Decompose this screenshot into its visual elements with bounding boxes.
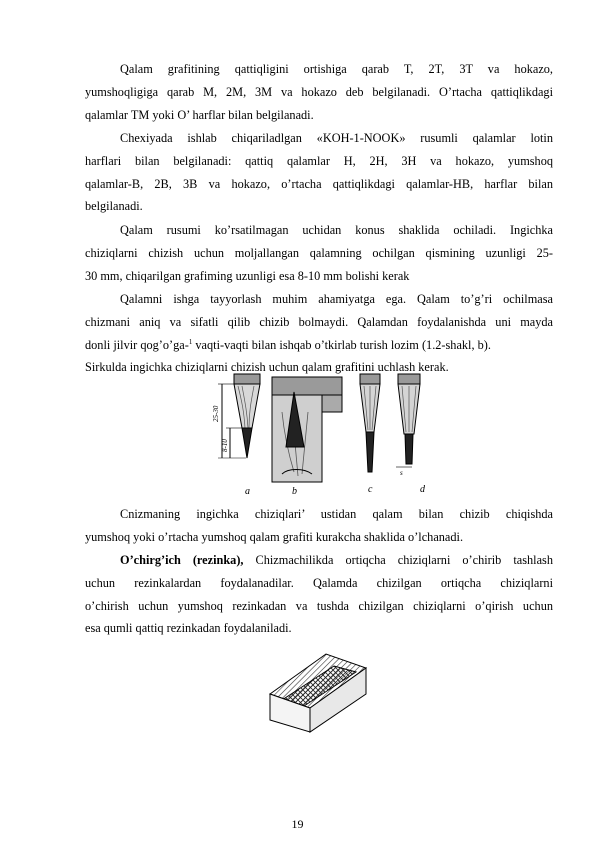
paragraph-koh-noor [85,127,553,218]
figure-label-c: c [368,484,373,495]
text-line: Chexiyada ishlab chiqariladlgan «KOH-1-NOOK» rusumli qalamlar lotin [120,131,553,145]
eraser-shape [270,654,366,732]
text-line: yumshoq yoki o’rtacha yumshoq qalam grafiti kurakcha shaklida o’lchanadi. [85,529,464,544]
text-fragment: Chizmachilikda ortiqcha chiziqlarni o’chirib tashlash [243,553,553,567]
dimension-label: s [400,469,403,477]
pencil-b [272,377,342,482]
figure-label-a: a [245,486,250,497]
text-line [85,334,553,357]
figure-label-d: d [420,484,425,495]
eraser-figure [268,650,368,734]
pencil-c [360,374,380,472]
paragraph-eraser [85,549,553,640]
text-line [85,549,553,572]
page-number: 19 [291,817,304,831]
eraser-term: O’chirg’ich (rezinka), [120,553,244,567]
text-line: chiziqlarni chizish uchun moljallangan qalamning ochilgan qismining uzunligi 25- [85,245,553,260]
pencil-d [396,374,420,467]
text-fragment: donli jilvir qog’o’ga- [85,337,189,352]
paragraph-preparation [85,288,553,379]
text-line: belgilanadi. [85,199,143,214]
text-line: qalamlar TM yoki O’ harflar bilan belgilanadi. [85,107,314,122]
text-line: esa qumli qattiq rezinkadan foydalaniladi. [85,621,292,636]
footnote-mark: 1 [188,337,193,346]
dimension-label: 8-10 [221,439,229,452]
text-line: o’chirish uchun yumshoq rezinkadan va tushda chizilgan chiziqlarni o’qirish uchun [85,598,553,613]
text-line: 30 mm, chiqarilgan grafiming uzunligi esa 8-10 mm bolishi kerak [85,268,410,283]
text-fragment: vaqti-vaqti bilan ishqab o’tkirlab turish lozim (1.2-shakl, b). [192,337,491,352]
text-line: yumshoqligiga qarab M, 2M, 3M va hokazo deb belgilanadi. O’rtacha qattiqlikdagi [85,84,553,99]
paragraph-sharpening [85,219,553,287]
text-line: Sirkulda ingichka chiziqlarni chizish uchun qalam grafitini uchlash kerak. [85,360,449,375]
text-line: Cnizmaning ingichka chiziqlari’ ustidan qalam bilan chizib chiqishda [120,507,553,521]
figure-label-b: b [292,486,297,497]
text-line: Qalam rusumi ko’rsatilmagan uchidan konus shaklida ochiladi. Ingichka [120,223,553,237]
text-line: Qalamni ishga tayyorlash muhim ahamiyatga ega. Qalam to’g’ri ochilmasa [120,292,553,306]
dimension-label: 25-30 [212,405,220,422]
text-line: qalamlar-B, 2B, 3B va hokazo, o’rtacha qattiqlikdagi qalamlar-HB, harflar bilan [85,176,553,191]
paragraph-pencil-hardness [85,58,553,126]
text-line: harflari bilan belgilanadi: qattiq qalamlar H, 2H, 3H va hokazo, yumshoq [85,153,553,168]
text-line: uchun rezinkalardan foydalanadilar. Qalamda chizilgan ortiqcha chiziqlarni [85,575,553,590]
text-line: chizmani aniq va sifatli qilib chizib bolmaydi. Qalamdan foydalanishda uni mayda [85,314,553,329]
pencil-sharpening-figure [212,372,436,500]
paragraph-fine-lines [85,503,553,549]
text-line: Qalam grafitining qattiqligini ortishiga qarab T, 2T, 3T va hokazo, [120,62,553,76]
